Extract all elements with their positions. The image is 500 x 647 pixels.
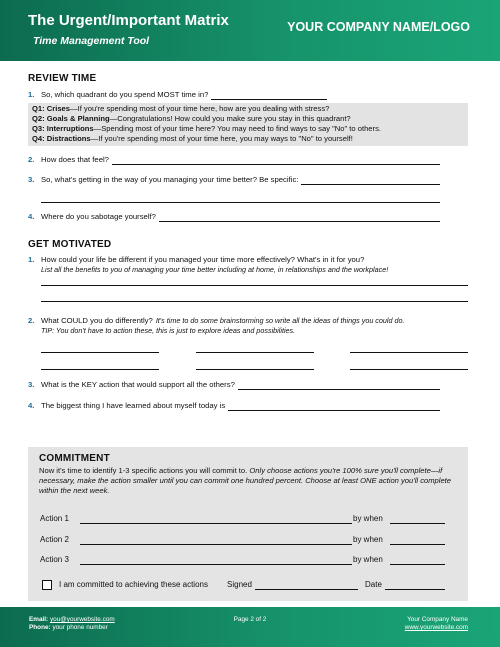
action-label: Action 2 (40, 535, 69, 544)
motivated-question-1 (28, 255, 468, 265)
question-text: How could your life be different if you managed your time more effectively? What's in it for you? (41, 255, 365, 264)
answer-line[interactable] (301, 177, 440, 185)
quadrant-q1: Q1: Crises—If you're spending most of your time here, how are you dealing with stress? (32, 104, 330, 113)
question-hint: List all the benefits to you of managing your time better including at home, in relationships and the workplace! (41, 265, 389, 274)
commitment-intro: Now it's time to identify 1-3 specific actions you will commit to. Only choose actions you're 100% sure you'll complete—if necessary, make the action smaller until you can commit one hundred percent. Choose at least ONE action you'll complete within the next week. (39, 466, 452, 496)
phone-label: Phone: (29, 624, 51, 631)
question-text: How does that feel? (41, 155, 109, 164)
question-number: 3. (28, 380, 35, 389)
answer-line[interactable] (41, 286, 468, 302)
answer-line[interactable] (228, 403, 440, 411)
commitment-box (28, 447, 468, 601)
company-logo-placeholder: YOUR COMPANY NAME/LOGO (287, 20, 470, 34)
action-row-3 (40, 553, 460, 565)
question-text: The biggest thing I have learned about myself today is (41, 401, 226, 410)
brainstorm-line[interactable] (41, 352, 159, 353)
section-heading-commitment: COMMITMENT (39, 453, 110, 464)
question-number: 3. (28, 175, 35, 184)
commitment-statement: I am committed to achieving these actions (59, 580, 208, 589)
review-question-2 (28, 155, 468, 165)
motivated-question-2 (28, 316, 468, 326)
by-when-label: by when (353, 514, 383, 523)
answer-line[interactable] (238, 382, 440, 390)
question-text: So, which quadrant do you spend MOST time in? (41, 90, 209, 99)
action-row-1 (40, 512, 460, 524)
by-when-label: by when (353, 535, 383, 544)
question-text: Where do you sabotage yourself? (41, 212, 156, 221)
action-label: Action 1 (40, 514, 69, 523)
signature-line[interactable] (255, 589, 358, 590)
commitment-checkbox[interactable] (42, 580, 52, 590)
question-number: 2. (28, 316, 35, 325)
brainstorm-line[interactable] (196, 352, 314, 353)
action-label: Action 3 (40, 555, 69, 564)
signed-label: Signed (227, 580, 252, 589)
brainstorm-line[interactable] (196, 369, 314, 370)
question-number: 4. (28, 212, 35, 221)
by-when-input-line[interactable] (390, 523, 445, 524)
action-row-2 (40, 533, 460, 545)
question-number: 1. (28, 90, 35, 99)
quadrant-q4: Q4: Distractions—If you're spending most of your time here, you may ways to "No" to yourself! (32, 134, 353, 143)
section-heading-motivated: GET MOTIVATED (28, 239, 112, 250)
question-text: What COULD you do differently? (41, 316, 153, 325)
answer-line[interactable] (41, 185, 440, 203)
question-tip: TIP: You don't have to action these, this is just to explore ideas and possibilities. (41, 326, 296, 335)
email-label: Email: (29, 616, 49, 623)
page-header (0, 0, 500, 61)
motivated-question-4 (28, 401, 468, 411)
review-question-3 (28, 175, 468, 185)
action-input-line[interactable] (80, 544, 352, 545)
by-when-label: by when (353, 555, 383, 564)
section-heading-review: REVIEW TIME (28, 73, 97, 84)
question-number: 2. (28, 155, 35, 164)
review-question-1 (28, 90, 468, 100)
action-input-line[interactable] (80, 564, 352, 565)
quadrant-info-box (28, 103, 468, 146)
answer-line[interactable] (211, 92, 327, 100)
date-line[interactable] (385, 589, 445, 590)
question-text: So, what's getting in the way of you managing your time better? Be specific: (41, 175, 299, 184)
brainstorm-lines-row-1 (41, 352, 468, 353)
website-link[interactable]: www.yourwebsite.com (404, 624, 468, 631)
answer-line[interactable] (41, 274, 468, 286)
commitment-signature-row (40, 579, 460, 591)
phone-number: your phone number (52, 624, 108, 631)
by-when-input-line[interactable] (390, 564, 445, 565)
question-number: 4. (28, 401, 35, 410)
document-title: The Urgent/Important Matrix (28, 12, 229, 29)
review-question-4 (28, 212, 468, 222)
brainstorm-line[interactable] (41, 369, 159, 370)
question-text: What is the KEY action that would support all the others? (41, 380, 235, 389)
worksheet-body (28, 62, 468, 411)
footer-company (405, 616, 468, 632)
answer-line[interactable] (159, 214, 440, 222)
date-label: Date (365, 580, 382, 589)
page-number: Page 2 of 2 (233, 616, 267, 623)
email-link[interactable]: you@yourwebsite.com (49, 616, 115, 623)
answer-line[interactable] (112, 157, 440, 165)
quadrant-q3: Q3: Interruptions—Spending most of your time here? You may need to find ways to say "No" to others. (32, 124, 381, 133)
action-input-line[interactable] (80, 523, 352, 524)
footer-company-name: Your Company Name (407, 616, 468, 623)
motivated-question-3 (28, 380, 468, 390)
by-when-input-line[interactable] (390, 544, 445, 545)
quadrant-q2: Q2: Goals & Planning—Congratulations! How could you make sure you stay in this quadrant? (32, 114, 351, 123)
page-footer (0, 607, 500, 647)
document-subtitle: Time Management Tool (33, 35, 150, 47)
brainstorm-line[interactable] (350, 352, 468, 353)
brainstorm-line[interactable] (350, 369, 468, 370)
question-number: 1. (28, 255, 35, 264)
brainstorm-lines-row-2 (41, 369, 468, 370)
question-hint: It's time to do some brainstorming so write all the ideas of things you could do. (155, 316, 405, 325)
